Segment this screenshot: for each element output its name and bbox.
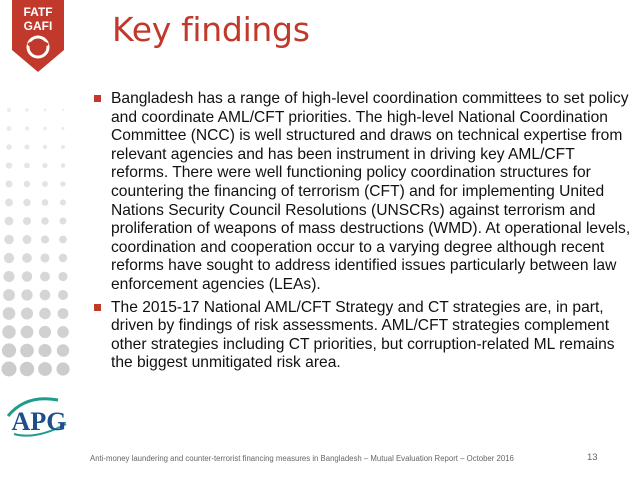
- list-item: [94, 90, 634, 295]
- slide-title: Key findings: [112, 10, 310, 49]
- logo-fatf-text: FATF: [23, 5, 53, 19]
- slide-footer: Anti-money laundering and counter-terrorist financing measures in Bangladesh – Mutual Evaluation Report – October 2016: [90, 454, 514, 463]
- apg-logo: [6, 394, 72, 438]
- fatf-gafi-logo: [12, 0, 64, 72]
- bullet-text: The 2015-17 National AML/CFT Strategy and CT strategies are, in part, driven by findings of risk assessments. AML/CFT strategies complement other strategies including CT priorities, but corruption-related ML remains the biggest unmitigated risk area.: [111, 298, 615, 372]
- logo-gafi-text: GAFI: [23, 19, 53, 33]
- findings-list: [94, 90, 634, 377]
- list-item: [94, 299, 634, 373]
- page-number: 13: [587, 452, 598, 463]
- square-bullet-icon: [94, 95, 101, 102]
- bullet-text: Bangladesh has a range of high-level coordination committees to set policy and coordinate AML/CFT priorities. The high-level National Coordination Committee (NCC) is well structured and draws on technical expertise from relevant agencies and has been instrument in driving key AML/CFT reforms. There were well functioning policy coordination structures for countering the financing of terrorism (CFT) and for implementing United Nations Security Council Resolutions (UNSCRs) against terrorism and proliferation of weapons of mass destructions (WMD). At operational levels, coordination and cooperation occur to a varying degree although recent reforms have sought to address identified issues particularly between law enforcement agencies (LEAs).: [111, 90, 631, 293]
- logo-apg-text: APG: [11, 407, 67, 436]
- square-bullet-icon: [94, 304, 101, 311]
